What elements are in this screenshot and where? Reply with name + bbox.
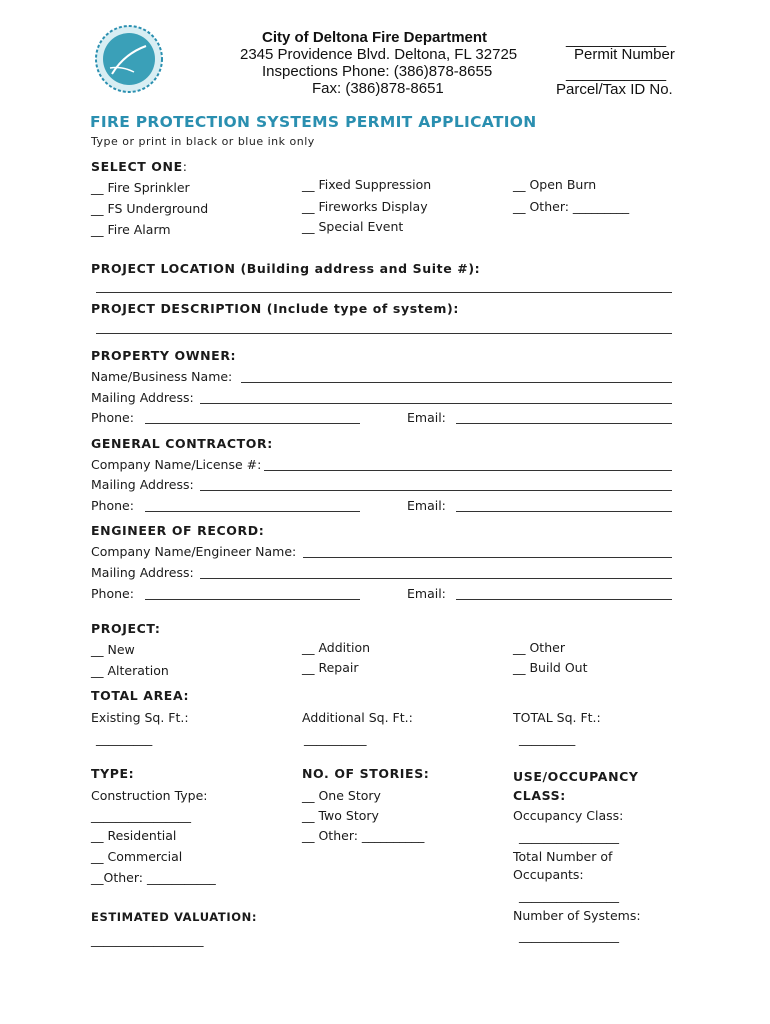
option-fs-underground[interactable]: __ FS Underground (91, 201, 209, 216)
existing-sqft-input[interactable]: _________ (96, 731, 153, 746)
contractor-mailing-label: Mailing Address: (91, 477, 194, 492)
fax-number: Fax: (386)878-8651 (312, 80, 444, 97)
department-name: City of Deltona Fire Department (262, 29, 488, 46)
project-description-input[interactable] (96, 333, 672, 334)
total-sqft-input[interactable]: _________ (519, 731, 576, 746)
form-instruction: Type or print in black or blue ink only (91, 135, 315, 148)
contractor-email-input[interactable] (456, 511, 672, 512)
owner-email-label: Email: (407, 410, 446, 425)
occupants-input[interactable]: ________________ (519, 888, 619, 903)
owner-phone-label: Phone: (91, 410, 134, 425)
contractor-company-label: Company Name/License #: (91, 457, 262, 472)
total-sqft-label: TOTAL Sq. Ft.: (513, 710, 601, 725)
occupancy-class-label: Occupancy Class: (513, 808, 624, 823)
type-heading: TYPE: (91, 766, 135, 781)
general-contractor-heading: GENERAL CONTRACTOR: (91, 436, 273, 451)
project-heading: PROJECT: (91, 621, 161, 636)
estimated-valuation-input[interactable]: __________________ (91, 932, 204, 947)
option-open-burn[interactable]: __ Open Burn (513, 177, 597, 192)
owner-phone-input[interactable] (145, 423, 360, 424)
occupancy-heading-line2: CLASS: (513, 788, 566, 803)
project-location-label: PROJECT LOCATION (Building address and Suite #): (91, 261, 481, 276)
inspections-phone: Inspections Phone: (386)878-8655 (262, 63, 493, 80)
owner-email-input[interactable] (456, 423, 672, 424)
engineer-company-input[interactable] (303, 557, 672, 558)
department-address: 2345 Providence Blvd. Deltona, FL 32725 (240, 46, 518, 63)
existing-sqft-label: Existing Sq. Ft.: (91, 710, 189, 725)
permit-number-field[interactable]: ____________ (566, 31, 667, 48)
project-addition-option[interactable]: __ Addition (302, 640, 371, 655)
project-repair-option[interactable]: __ Repair (302, 660, 359, 675)
option-fireworks-display[interactable]: __ Fireworks Display (302, 199, 428, 214)
option-fire-sprinkler[interactable]: __ Fire Sprinkler (91, 180, 190, 195)
contractor-phone-input[interactable] (145, 511, 360, 512)
type-commercial-option[interactable]: __ Commercial (91, 849, 183, 864)
contractor-company-input[interactable] (264, 470, 672, 471)
option-special-event[interactable]: __ Special Event (302, 219, 404, 234)
engineer-company-label: Company Name/Engineer Name: (91, 544, 297, 559)
city-seal-logo (94, 24, 164, 94)
stories-heading: NO. OF STORIES: (302, 766, 430, 781)
type-other-option[interactable]: __Other: ___________ (91, 870, 216, 885)
project-build-out-option[interactable]: __ Build Out (513, 660, 588, 675)
project-location-input[interactable] (96, 292, 672, 293)
property-owner-heading: PROPERTY OWNER: (91, 348, 237, 363)
engineer-mailing-label: Mailing Address: (91, 565, 194, 580)
form-title: FIRE PROTECTION SYSTEMS PERMIT APPLICATION (90, 113, 537, 131)
engineer-phone-input[interactable] (145, 599, 360, 600)
occupants-label-line1: Total Number of (513, 849, 613, 864)
option-fixed-suppression[interactable]: __ Fixed Suppression (302, 177, 432, 192)
stories-other-option[interactable]: __ Other: __________ (302, 828, 425, 843)
contractor-email-label: Email: (407, 498, 446, 513)
select-one-heading: SELECT ONE: (91, 159, 188, 174)
option-fire-alarm[interactable]: __ Fire Alarm (91, 222, 171, 237)
project-new-option[interactable]: __ New (91, 642, 135, 657)
contractor-phone-label: Phone: (91, 498, 134, 513)
owner-mailing-input[interactable] (200, 403, 672, 404)
number-of-systems-label: Number of Systems: (513, 908, 641, 923)
engineer-heading: ENGINEER OF RECORD: (91, 523, 265, 538)
additional-sqft-label: Additional Sq. Ft.: (302, 710, 413, 725)
permit-number-label: Permit Number (574, 46, 675, 63)
engineer-email-label: Email: (407, 586, 446, 601)
engineer-phone-label: Phone: (91, 586, 134, 601)
additional-sqft-input[interactable]: __________ (304, 731, 367, 746)
option-other[interactable]: __ Other: _________ (513, 199, 630, 214)
project-description-label: PROJECT DESCRIPTION (Include type of system): (91, 301, 459, 316)
construction-type-input[interactable]: ________________ (91, 808, 191, 823)
owner-name-input[interactable] (241, 382, 672, 383)
owner-mailing-label: Mailing Address: (91, 390, 194, 405)
two-story-option[interactable]: __ Two Story (302, 808, 379, 823)
one-story-option[interactable]: __ One Story (302, 788, 381, 803)
owner-name-label: Name/Business Name: (91, 369, 233, 384)
project-alteration-option[interactable]: __ Alteration (91, 663, 169, 678)
occupancy-heading-line1: USE/OCCUPANCY (513, 769, 639, 784)
number-of-systems-input[interactable]: ________________ (519, 928, 619, 943)
parcel-id-field[interactable]: ____________ (566, 65, 667, 82)
total-area-heading: TOTAL AREA: (91, 688, 190, 703)
type-residential-option[interactable]: __ Residential (91, 828, 177, 843)
estimated-valuation-heading: ESTIMATED VALUATION: (91, 910, 258, 924)
contractor-mailing-input[interactable] (200, 490, 672, 491)
project-other-option[interactable]: __ Other (513, 640, 565, 655)
engineer-mailing-input[interactable] (200, 578, 672, 579)
occupancy-class-input[interactable]: ________________ (519, 829, 619, 844)
parcel-id-label: Parcel/Tax ID No. (556, 81, 673, 98)
engineer-email-input[interactable] (456, 599, 672, 600)
occupants-label-line2: Occupants: (513, 867, 584, 882)
construction-type-label: Construction Type: (91, 788, 208, 803)
